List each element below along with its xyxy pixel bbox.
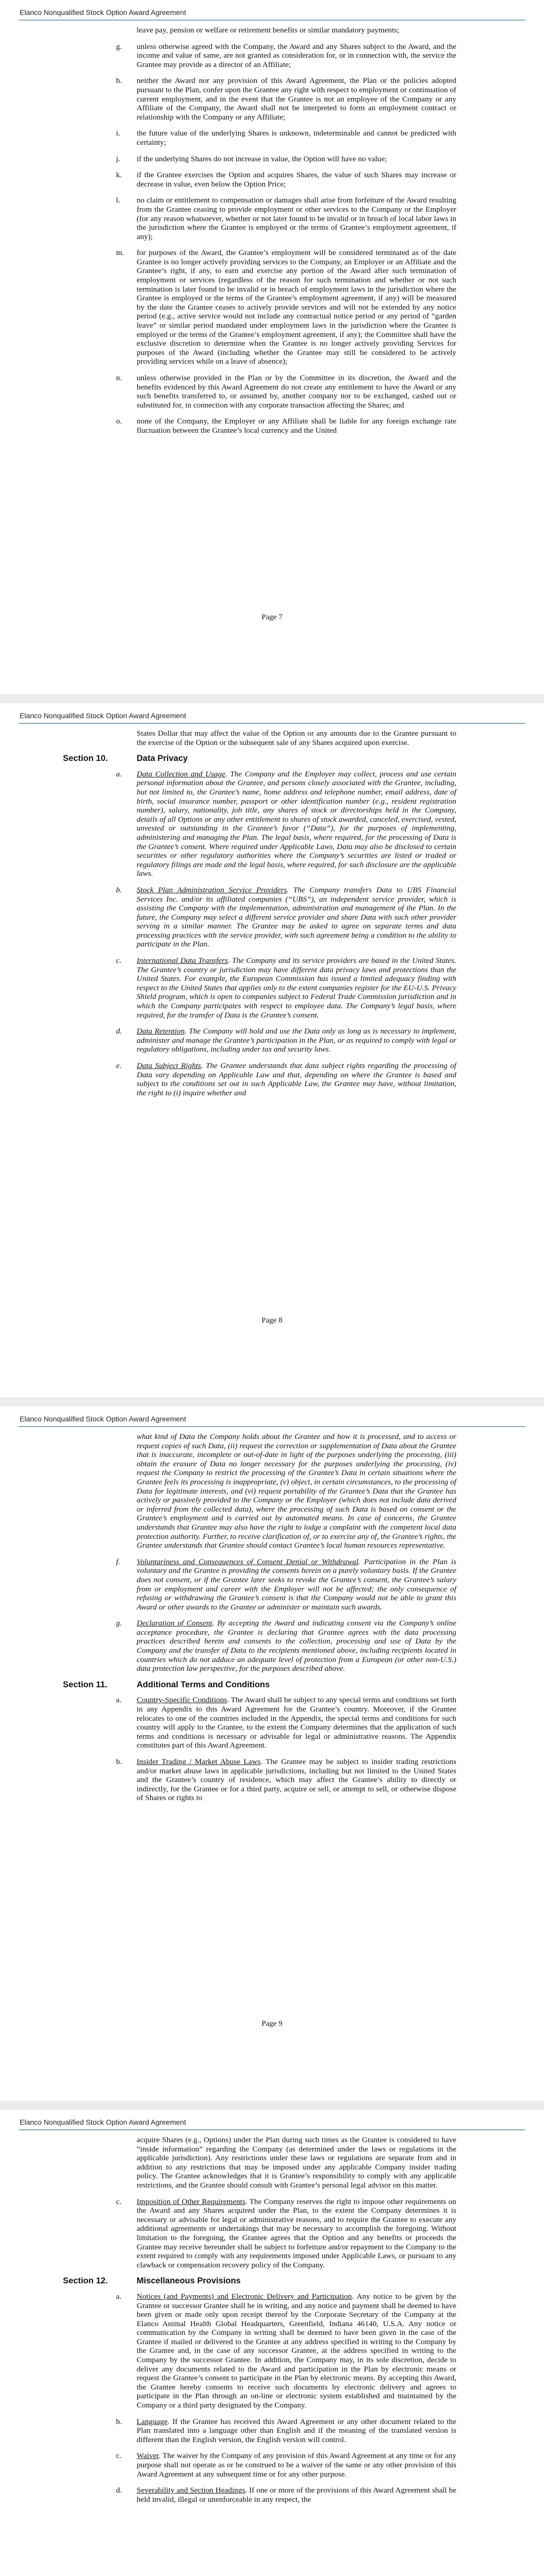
page-body xyxy=(0,729,544,1105)
list-marker: b. xyxy=(116,885,122,894)
page-body xyxy=(0,26,544,443)
clause-title: Severability and Section Headings xyxy=(137,2486,245,2495)
list-marker: a. xyxy=(116,2292,122,2301)
list-item xyxy=(0,171,544,189)
list-marker: k. xyxy=(116,171,122,180)
paragraph-text: . The Award shall be subject to any special terms and conditions set forth in any Appendix to this Award Agreement for the Grantee’s country. Moreover, if the Grantee relocates to one of the countries included in the Appendix, the special terms and conditions for such country will apply to the Grantee, to the extent the Company determines that the application of such terms and conditions is necessary or advisable for legal or administrative reasons. The Appendix constitutes part of this Award Agreement. xyxy=(137,1696,456,1750)
paragraph-text: . If one or more of the provisions of this Award Agreement shall be held invalid, illegal or unenforceable in any respect, the xyxy=(137,2486,456,2504)
page-header-title: Elanco Nonqualified Stock Option Award Agreement xyxy=(20,8,186,16)
clause-title: Notices (and Payments) and Electronic Delivery and Participation xyxy=(137,2292,352,2301)
list-marker: c. xyxy=(116,2451,122,2461)
header-divider xyxy=(19,723,525,724)
clause-title: Data Collection and Usage xyxy=(137,769,225,778)
list-marker: l. xyxy=(116,196,121,205)
paragraph-text: . The waiver by the Company of any provision of this Award Agreement at any time or for any purpose shall not operate as or be construed to be a waiver of the same or any other provision of this Award Agreement at any subsequent time or for any other purpose. xyxy=(137,2451,456,2479)
paragraph-text: . The Company reserves the right to impose other requirements on the Award and any Shares acquired under the Plan, to the extent the Company determines it is necessary or advisable for legal or administrative reasons, and to require the Grantee to execute any additional agreements or undertakings that may be necessary to accomplish the foregoing. Without limitation to the foregoing, the Grantee agrees that the Option and any benefits or proceeds the Grantee may receive hereunder shall be subject to forfeiture and/or repayment to the Company to the extent required to comply with any requirements imposed under Applicable Laws, or pursuant to any clawback or compensation recovery policy of the Company. xyxy=(137,2197,456,2269)
list-item xyxy=(0,76,544,122)
paragraph-text: . The Company transfers Data to UBS Financial Services Inc. and/or its affiliated companies (“UBS”), an independent service provider, which is assisting the Company with the implementation, administration and management of the Plan. In the future, the Company may select a different service provider and share Data with such other provider serving in a similar manner. The Grantee may be asked to agree on separate terms and data processing practices with the service provider, with such agreement being a condition to the ability to participate in the Plan. xyxy=(137,885,457,949)
list-marker: e. xyxy=(116,1061,122,1070)
list-item xyxy=(0,248,544,366)
page-number: Page 8 xyxy=(261,1316,283,1325)
section-number: Section 12. xyxy=(63,2276,108,2286)
section-title: Additional Terms and Conditions xyxy=(137,1680,270,1689)
list-marker: c. xyxy=(116,956,122,965)
section-heading xyxy=(0,2277,544,2286)
document-page xyxy=(0,1406,544,2100)
list-marker: h. xyxy=(116,76,122,86)
paragraph-text: if the underlying Shares do not increase in value, the Option will have no value; xyxy=(137,154,387,163)
list-item xyxy=(0,2292,544,2410)
paragraph-text: . The Grantee understands that data subject rights regarding the processing of Data vary depending on Applicable Law and that, depending on where the Grantee is based and subject to the conditions set out in such Applicable Law, the Grantee may have, without limitation, the right to (i) inquire whether and xyxy=(137,1061,456,1097)
clause-title: Imposition of Other Requirements xyxy=(137,2197,245,2206)
page-header-title: Elanco Nonqualified Stock Option Award Agreement xyxy=(20,711,186,720)
paragraph-text: . The Company and the Employer may collect, process and use certain personal information about the Grantee, and persons closely associated with the Grantee, including, but not limited to, the Grantee’s name, home address and telephone number, email address, date of birth, social insurance number, passport or other identification number (e.g., resident registration number), salary, nationality, job title, any shares of stock or directorships held in the Company, details of all Options or any other entitlement to shares of stock awarded, canceled, exercised, vested, unvested or outstanding in the Grantee’s favor (“Data”), for the purposes of implementing, administering and managing the Plan. The legal basis, where required, for the processing of Data is the Grantee’s consent. Where required under Applicable Laws, Data may also be disclosed to certain securities or other regulatory authorities where the Company’s securities are listed or traded or regulatory filings are made and the legal basis, where required, for such disclosure are the applicable laws. xyxy=(137,769,456,878)
page-header-title: Elanco Nonqualified Stock Option Award Agreement xyxy=(20,2118,186,2126)
clause-title: Voluntariness and Consequences of Consent Denial or Withdrawal xyxy=(137,1557,359,1566)
list-item xyxy=(0,1757,544,1803)
list-marker: d. xyxy=(116,1027,122,1036)
paragraph-text: none of the Company, the Employer or any Affiliate shall be liable for any foreign exchange rate fluctuation between the Grantee’s local currency and the United xyxy=(137,417,456,435)
header-divider xyxy=(19,1426,525,1427)
section-heading xyxy=(0,1681,544,1690)
page-body xyxy=(0,2136,544,2511)
paragraph-text: neither the Award nor any provision of this Award Agreement, the Plan or the policies adopted pursuant to the Plan, confer upon the Grantee any right with respect to employment or continuation of current employment, and in the event that the Grantee is not an employee of the Company or any Affiliate of the Company, the Award shall not be interpreted to form an employment contract or relationship with the Company or any Affiliate; xyxy=(137,76,456,122)
list-item xyxy=(0,1061,544,1097)
list-item xyxy=(0,2486,544,2504)
paragraph-text: no claim or entitlement to compensation or damages shall arise from forfeiture of the Award resulting from the Grantee ceasing to provide employment or other services to the Company or the Employer (for any reason whatsoever, whether or not later found to be invalid or in breach of local labor laws in the jurisdiction where the Grantee is employed or the terms of Grantee’s employment agreement, if any); xyxy=(137,196,456,241)
list-marker: o. xyxy=(116,417,122,426)
paragraph-text: the future value of the underlying Shares is unknown, indeterminable and cannot be predicted with certainty; xyxy=(137,129,456,147)
paragraph-text: . The Grantee may be subject to insider trading restrictions and/or market abuse laws in applicable jurisdictions, including but not limited to the United States and the Grantee’s country of residence, which may affect the Grantee’s ability to directly or indirectly, for the Grantee or for a third party, acquire or sell, or attempt to sell, or otherwise dispose of Shares or rights to xyxy=(137,1757,456,1803)
list-marker: m. xyxy=(116,248,124,258)
list-marker: i. xyxy=(116,129,121,138)
clause-title: Declaration of Consent xyxy=(137,1619,212,1628)
clause-title: Stock Plan Administration Service Providers xyxy=(137,885,287,894)
clause-title: Insider Trading / Market Abuse Laws xyxy=(137,1757,261,1766)
list-item xyxy=(0,155,544,164)
section-title: Miscellaneous Provisions xyxy=(137,2276,241,2286)
paragraph-text: . The Company and its service providers are based in the United States. The Grantee’s country or jurisdiction may have different data privacy laws and protections than the United States. For example, the European Commission has issued a limited adequacy finding with respect to the United States that applies only to the extent companies register for the EU-U.S. Privacy Shield program, which is open to companies subject to Federal Trade Commission jurisdiction and in which the Company participates with respect to employee data. The Company’s legal basis, where required, for the transfer of Data is the Grantee’s consent. xyxy=(137,956,456,1020)
list-item xyxy=(0,886,544,949)
list-marker: g. xyxy=(116,42,122,51)
list-marker: f. xyxy=(116,1557,121,1566)
continued-paragraph xyxy=(0,2136,544,2190)
list-item xyxy=(0,770,544,878)
list-item xyxy=(0,42,544,70)
list-marker: d. xyxy=(116,2486,122,2495)
list-item xyxy=(0,1557,544,1612)
list-item xyxy=(0,1027,544,1054)
clause-title: International Data Transfers xyxy=(137,956,228,965)
clause-title: Waiver xyxy=(137,2451,159,2461)
list-item xyxy=(0,2197,544,2270)
clause-title: Data Subject Rights xyxy=(137,1061,201,1070)
header-divider xyxy=(19,20,525,21)
paragraph-text: acquire Shares (e.g., Options) under the Plan during such times as the Grantee is considered to have “inside information” regarding the Company (as determined under the laws or regulations in the applicable jurisdiction). Any restrictions under these laws or regulations are separate from and in addition to any restrictions that may be imposed under any applicable Company insider trading policy. The Grantee acknowledges that it is Grantee’s responsibility to comply with any applicable restrictions, and the Grantee should consult with Grantee’s personal legal advisor on this matter. xyxy=(137,2136,456,2190)
list-marker: j. xyxy=(116,154,121,163)
continued-paragraph xyxy=(0,1432,544,1550)
document-page xyxy=(0,703,544,1397)
list-marker: b. xyxy=(116,2417,122,2426)
list-item xyxy=(0,417,544,435)
paragraph-text: for purposes of the Award, the Grantee’s employment will be considered terminated as of the date Grantee is no longer actively providing services to the Company, an Employer or an Affiliate and the Grantee’s right, if any, to earn and exercise any portion of the Award after such termination of employment or services (regardless of the reason for such termination and whether or not such termination is later found to be invalid or in breach of employment laws in the jurisdiction where the Grantee is employed or the terms of the Grantee’s employment agreement, if any) will be measured by the date the Grantee ceases to actively provide services and will not be extended by any notice period (e.g., active service would not include any contractual notice period or any period of “garden leave” or similar period mandated under employment laws in the jurisdiction where the Grantee is employed or the terms of the Grantee’s employment agreement, if any); the Committee shall have the exclusive discretion to determine when the Grantee is no longer actively providing Services for purposes of the Award (including whether the Grantee may still be considered to be actively providing services while on a leave of absence); xyxy=(137,248,456,366)
list-marker: n. xyxy=(116,374,122,382)
paragraph-text: what kind of Data the Company holds about the Grantee and how it is processed, and to access or request copies of such Data, (ii) request the correction or supplementation of Data about the Grantee that is inaccurate, incomplete or out-of-date in light of the purposes underlying the processing, (iii) obtain the erasure of Data no longer necessary for the purposes underlying the processing, (iv) request the Company to restrict the processing of the Grantee’s Data in certain situations where the Grantee feels its processing is inappropriate, (v) object, in certain circumstances, to the processing of Data for legitimate interests, and (vi) request portability of the Grantee’s Data that the Grantee has actively or passively provided to the Company or the Employer (which does not include data derived or inferred from the collected data), where the processing of such Data is based on consent or the Grantee’s employment and is carried out by automated means. In case of concerns, the Grantee understands that Grantee may also have the right to lodge a complaint with the competent local data protection authority. Further, to receive clarification of, or to exercise any of, the Grantee’s rights, the Grantee understands that Grantee should contact Grantee’s local human resources representative. xyxy=(137,1432,456,1550)
list-marker: g. xyxy=(116,1619,122,1628)
header-divider xyxy=(19,2129,525,2130)
paragraph-text: . By accepting the Award and indicating consent via the Company’s online acceptance procedure, the Grantee is declaring that Grantee agrees with the data processing practices described herein and consents to the collection, processing and use of Data by the Company and the transfer of Data to the recipients mentioned above, including recipients located in countries which do not adduce an adequate level of protection from a European (or other non-U.S.) data protection law perspective, for the purposes described above. xyxy=(137,1619,456,1673)
paragraph-text: . The Company will hold and use the Data only as long as is necessary to implement, administer and manage the Grantee’s participation in the Plan, or as required to comply with legal or regulatory obligations, including under tax and security laws. xyxy=(137,1027,456,1054)
list-item xyxy=(0,196,544,241)
paragraph-text: . If the Grantee has received this Award Agreement or any other document related to the Plan translated into a language other than English and if the meaning of the translated version is different than the English version, the English version will control. xyxy=(137,2417,456,2444)
clause-title: Country-Specific Conditions xyxy=(137,1696,227,1705)
paragraph-text: leave pay, pension or welfare or retirement benefits or similar mandatory payments; xyxy=(137,26,400,35)
page-number: Page 7 xyxy=(261,613,283,621)
list-item xyxy=(0,374,544,410)
section-title: Data Privacy xyxy=(137,754,188,764)
continued-paragraph xyxy=(0,26,544,35)
list-marker: a. xyxy=(116,1696,122,1705)
section-number: Section 11. xyxy=(63,1680,108,1689)
list-marker: b. xyxy=(116,1757,122,1766)
document-page xyxy=(0,0,544,694)
paragraph-text: . Participation in the Plan is voluntary and the Grantee is providing the consents herein on a purely voluntary basis. If the Grantee does not consent, or if the Grantee later seeks to revoke the Grantee’s consent, the Grantee’s salary from or employment and career with the Employer will not be affected; the only consequence of refusing or withdrawing the Grantee’s consent is that the Company would not be able to grant this Award or other awards to the Grantee or administer or maintain such awards. xyxy=(137,1557,456,1612)
list-marker: a. xyxy=(116,769,122,778)
section-number: Section 10. xyxy=(63,754,108,764)
document-page xyxy=(0,2110,544,2576)
list-item xyxy=(0,2451,544,2479)
list-item xyxy=(0,2417,544,2445)
page-body xyxy=(0,1432,544,1810)
list-item xyxy=(0,956,544,1020)
paragraph-text: States Dollar that may affect the value of the Option or any amounts due to the Grantee pursuant to the exercise of the Option or the subsequent sale of any Shares acquired upon exercise. xyxy=(137,729,456,747)
page-header-title: Elanco Nonqualified Stock Option Award Agreement xyxy=(20,1415,186,1423)
clause-title: Data Retention xyxy=(137,1027,185,1036)
section-heading xyxy=(0,754,544,764)
clause-title: Language xyxy=(137,2417,168,2426)
paragraph-text: if the Grantee exercises the Option and acquires Shares, the value of such Shares may increase or decrease in value, even below the Option Price; xyxy=(137,171,456,189)
list-item xyxy=(0,129,544,147)
list-item xyxy=(0,1696,544,1750)
paragraph-text: unless otherwise agreed with the Company, the Award and any Shares subject to the Award, and the income and value of same, are not granted as consideration for, or in connection with, the service the Grantee may provide as a director of an Affiliate; xyxy=(137,42,456,69)
paragraph-text: unless otherwise provided in the Plan or by the Committee in its discretion, the Award and the benefits evidenced by this Award Agreement do not create any entitlement to have the Award or any such benefits transferred to, or assumed by, another company nor to be exchanged, cashed out or substituted for, in connection with any corporate transaction affecting the Shares; and xyxy=(137,374,456,410)
paragraph-text: . Any notice to be given by the Grantee or successor Grantee shall be in writing, and any notice and payment shall be deemed to have been given or made only upon receipt thereof by the Corporate Secretary of the Company at the Elanco Animal Health Global Headquarters, Greenfield, Indiana 46140, U.S.A. Any notice or communication by the Company in writing shall be deemed to have been given in the case of the Grantee if mailed or delivered to the Grantee at any address specified in writing to the Company by the Grantee and, in the case of any successor Grantee, at the address specified in writing to the Company by the successor Grantee. In addition, the Company may, in its sole discretion, decide to deliver any documents related to the Award and participation in the Plan by electronic means or request the Grantee’s consent to participate in the Plan by electronic means. By accepting this Award, the Grantee hereby consents to receive such documents by electronic delivery and agrees to participate in the Plan through an on-line or electronic system established and maintained by the Company or a third party designated by the Company. xyxy=(137,2292,457,2410)
page-number: Page 9 xyxy=(261,2020,283,2028)
list-item xyxy=(0,1619,544,1673)
list-marker: c. xyxy=(116,2197,122,2206)
continued-paragraph xyxy=(0,729,544,747)
